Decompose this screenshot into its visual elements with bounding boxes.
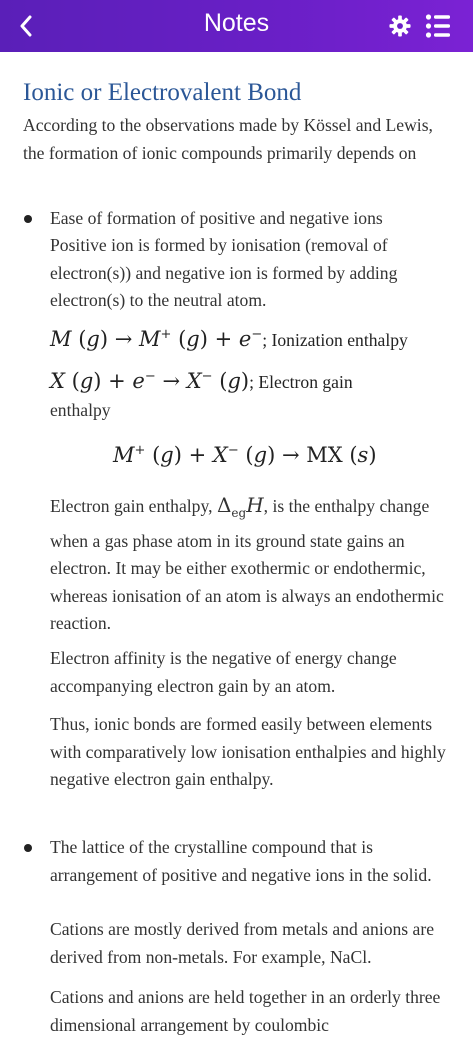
section-heading: Ionic or Electrovalent Bond xyxy=(23,79,302,106)
list-icon xyxy=(425,13,451,39)
bullet-dot xyxy=(24,215,32,223)
electron-gain-paragraph-post: , is the enthalpy change when a gas phase atom in its ground state gains an electron. It may be either exothermic or endothermic, whereas ionisation of an atom is always an endothermic reaction. xyxy=(50,496,444,633)
bullet1-title: Ease of formation of positive and negative ions xyxy=(50,208,383,228)
bullet-dot xyxy=(24,844,32,852)
gear-icon xyxy=(389,15,411,37)
electron-gain-paragraph-pre: Electron gain enthalpy, xyxy=(50,496,213,516)
bullet2-text2: Cations are mostly derived from metals and anions are derived from non-metals. For example, NaCl. xyxy=(50,919,435,967)
electron-affinity-paragraph: Electron affinity is the negative of energy change accompanying electron gain by an atom. xyxy=(50,648,397,696)
top-app-bar xyxy=(0,0,473,52)
electron-gain-paragraph: Electron gain enthalpy, $\Delta_{eg}H$, is the enthalpy change when a gas phase atom in its ground state gains an electron. It may be either exothermic or endothermic, whereas ionisation of an atom is always an endothermic reaction. xyxy=(50,493,444,633)
equation-formation: M+ (g) + X− (g) → MX (s) xyxy=(113,443,377,467)
equation-ionization-label: ; Ionization enthalpy xyxy=(262,330,408,350)
page-title: Notes xyxy=(203,9,270,37)
equation-ionization: M (g) → M+ (g) + e−; Ionization enthalpy xyxy=(50,327,408,351)
intro-paragraph: According to the observations made by Kössel and Lewis, the formation of ionic compounds primarily depends on xyxy=(23,115,433,163)
equation-electron-gain-label: ; Electron gain xyxy=(249,372,353,392)
ionic-bond-paragraph: Thus, ionic bonds are formed easily between elements with comparatively low ionisation enthalpies and highly negative electron gain enthalpy. xyxy=(50,714,446,789)
equation-electron-gain: X (g) + e− → X− (g); Electron gain xyxy=(50,369,353,393)
bullet2-text: The lattice of the crystalline compound that is arrangement of positive and negative ions in the solid. xyxy=(50,837,432,885)
bullet2-text3: Cations and anions are held together in an orderly three dimensional arrangement by coulombic xyxy=(50,987,441,1035)
equation-electron-gain-label-cont: enthalpy xyxy=(50,400,111,420)
settings-button[interactable] xyxy=(386,12,414,40)
contents-button[interactable] xyxy=(423,11,453,41)
bullet1-text: Positive ion is formed by ionisation (removal of electron(s)) and negative ion is formed by adding electron(s) to the neutral atom. xyxy=(50,235,398,310)
